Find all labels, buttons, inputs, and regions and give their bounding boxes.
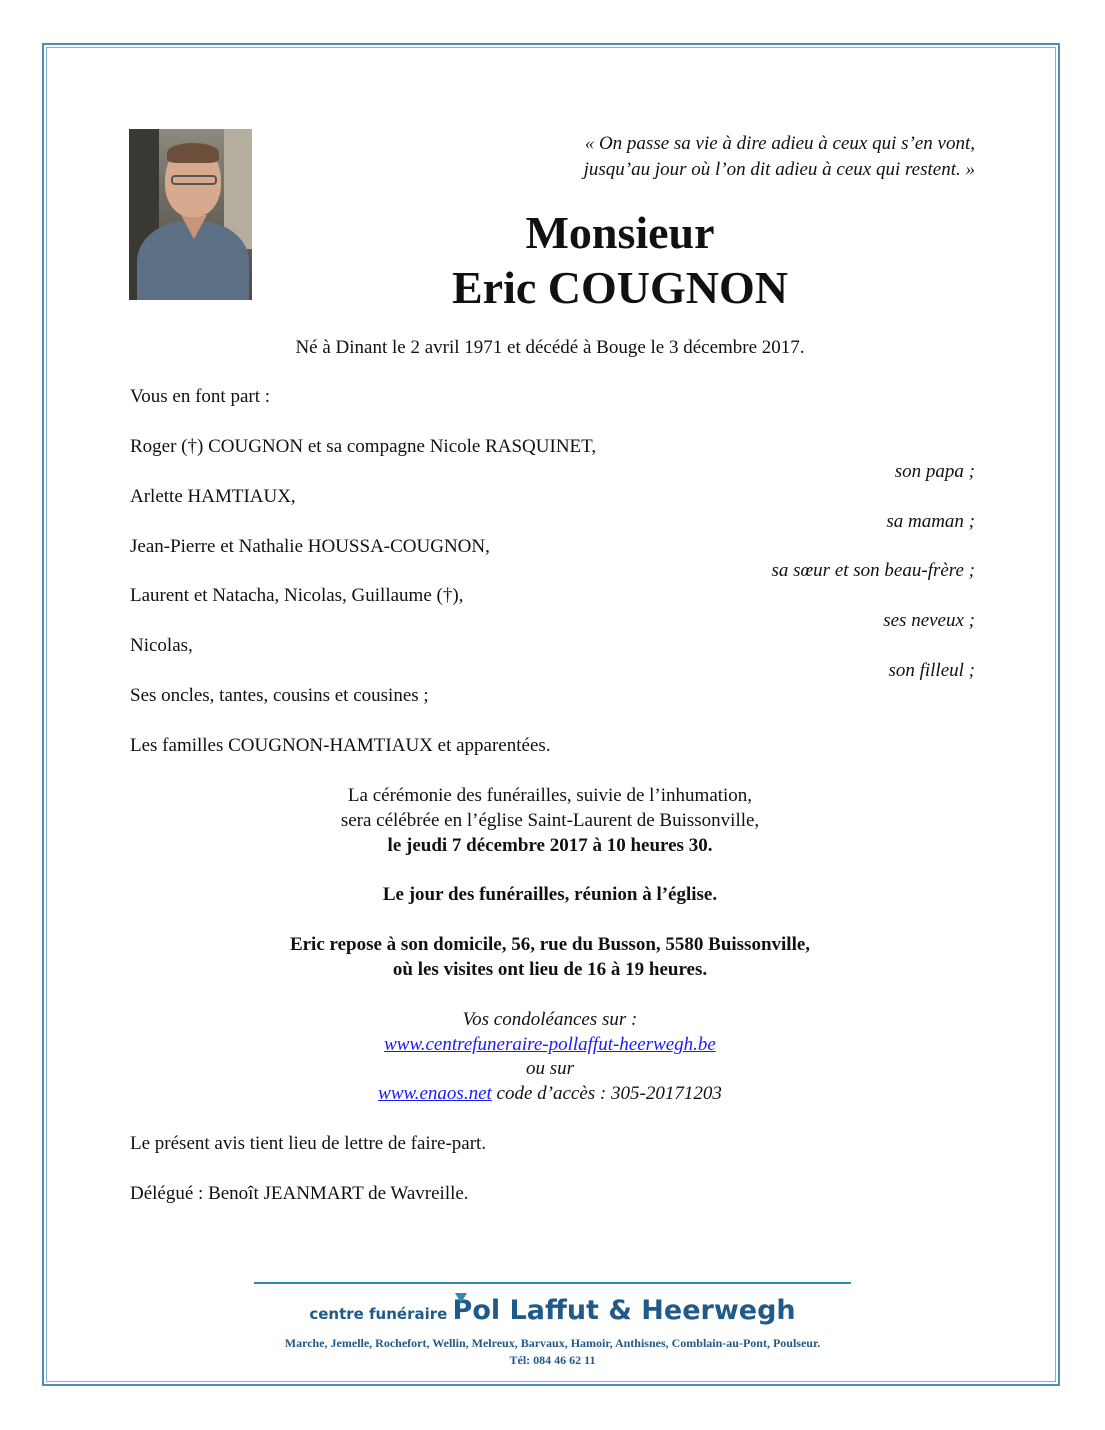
intro-line: Vous en font part :: [130, 386, 271, 407]
access-code: code d’accès : 305-20171203: [491, 1083, 722, 1104]
quote-line-2: jusqu’au jour où l’on dit adieu à ceux qui restent. »: [583, 159, 975, 180]
brand-triangle-icon: [455, 1293, 467, 1303]
honorific-title: Monsieur: [525, 207, 715, 258]
family-relation-4: ses neveux ;: [883, 610, 975, 631]
family-names-5: Nicolas,: [130, 635, 193, 656]
rest-line-2: où les visites ont lieu de 16 à 19 heures.: [392, 959, 708, 980]
family-relation-1: son papa ;: [894, 461, 975, 482]
footer-divider: [254, 1282, 851, 1284]
condolences-link-1-row: [100, 1033, 1000, 1057]
family-relation-2: sa maman ;: [886, 511, 975, 532]
delegate-line: Délégué : Benoît JEANMART de Wavreille.: [130, 1183, 469, 1204]
brand-prefix: centre funéraire: [309, 1305, 453, 1323]
quote-line-1: « On passe sa vie à dire adieu à ceux qui s’en vont,: [584, 133, 975, 154]
portrait-photo: [129, 129, 252, 300]
family-names-1: Roger (†) COUGNON et sa compagne Nicole RASQUINET,: [130, 436, 597, 457]
condolences-link-1[interactable]: www.centrefuneraire-pollaffut-heerwegh.be: [384, 1034, 716, 1055]
rest-line-1: Eric repose à son domicile, 56, rue du Busson, 5580 Buissonville,: [289, 934, 811, 955]
families-line: Les familles COUGNON-HAMTIAUX et apparentées.: [130, 735, 551, 756]
condolences-link-2-row: [100, 1082, 1000, 1106]
family-names-3: Jean-Pierre et Nathalie HOUSSA-COUGNON,: [130, 536, 490, 557]
meeting-line: Le jour des funérailles, réunion à l’église.: [382, 884, 718, 905]
extended-family-line: Ses oncles, tantes, cousins et cousines ;: [130, 685, 429, 706]
footer-phone: Tél: 084 46 62 11: [509, 1353, 596, 1367]
family-names-2: Arlette HAMTIAUX,: [130, 486, 296, 507]
birth-death-line: Né à Dinant le 2 avril 1971 et décédé à Bouge le 3 décembre 2017.: [295, 337, 805, 358]
footer-towns: Marche, Jemelle, Rochefort, Wellin, Melreux, Barvaux, Hamoir, Anthisnes, Comblain-au-Pont, Poulseur.: [284, 1336, 821, 1350]
notice-line: Le présent avis tient lieu de lettre de faire-part.: [130, 1133, 487, 1154]
deceased-name: Eric COUGNON: [451, 262, 788, 313]
brand-name: Pol Laffut & Heerwegh: [452, 1295, 796, 1326]
epigraph-quote: [584, 131, 975, 183]
condolences-intro: Vos condoléances sur :: [462, 1009, 638, 1030]
ceremony-line-1: La cérémonie des funérailles, suivie de l’inhumation,: [347, 785, 753, 806]
condolences-link-2[interactable]: www.enaos.net: [378, 1083, 492, 1104]
family-names-4: Laurent et Natacha, Nicolas, Guillaume (†),: [130, 585, 464, 606]
family-relation-5: son filleul ;: [888, 660, 975, 681]
condolences-or: ou sur: [525, 1058, 575, 1079]
funeral-home-logo: [254, 1295, 851, 1326]
ceremony-date: le jeudi 7 décembre 2017 à 10 heures 30.: [387, 835, 713, 856]
family-relation-3: sa sœur et son beau-frère ;: [771, 560, 975, 581]
ceremony-line-2: sera célébrée en l’église Saint-Laurent de Buissonville,: [340, 810, 760, 831]
